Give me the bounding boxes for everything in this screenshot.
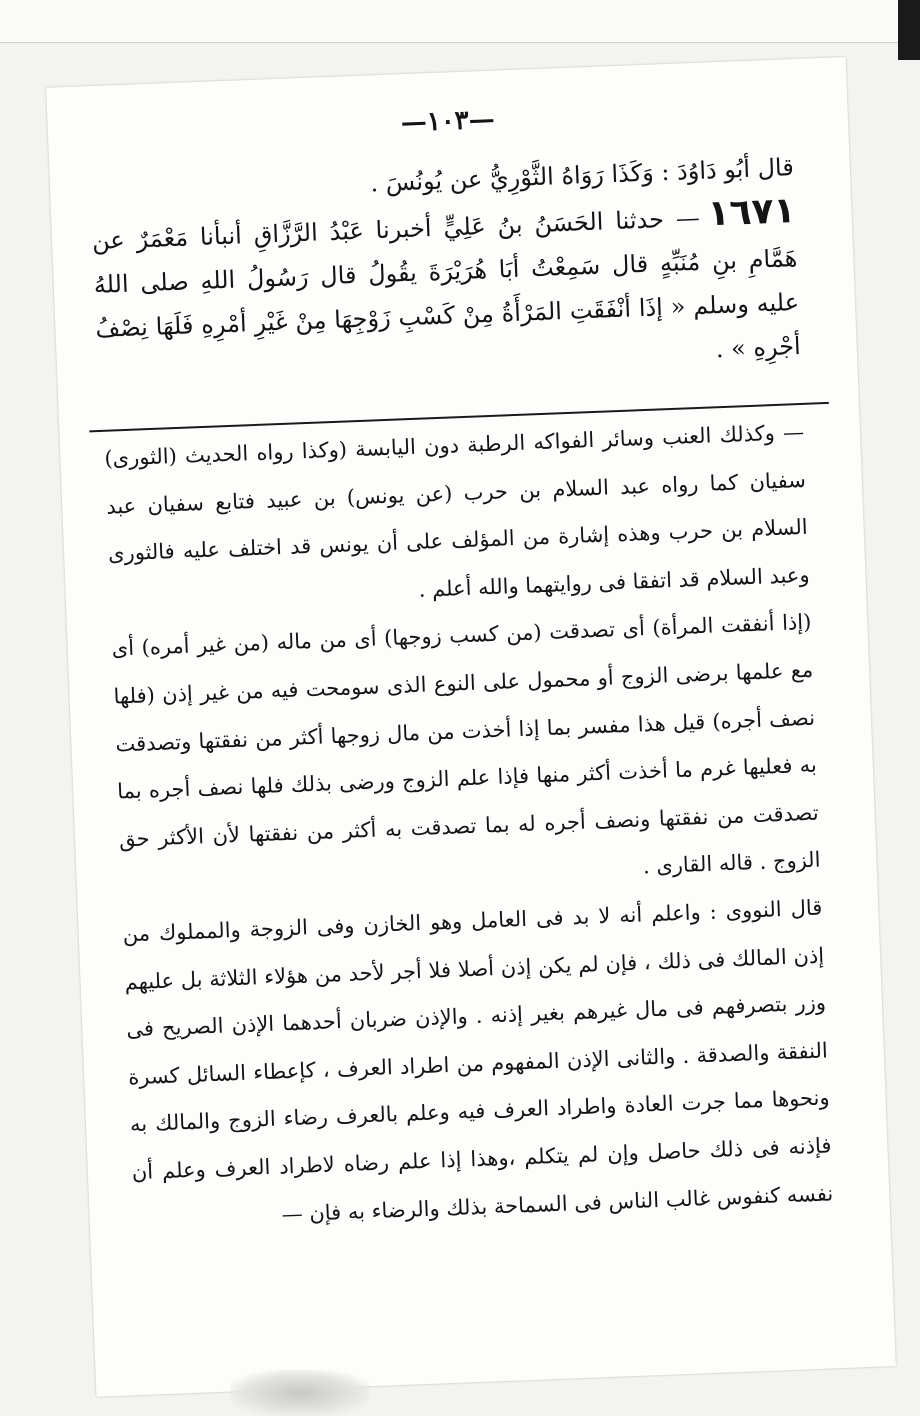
scanner-top-strip xyxy=(0,0,920,43)
page-number: —١٠٣— xyxy=(400,104,496,139)
commentary-paragraph: — وكذلك العنب وسائر الفواكه الرطبة دون اليابسة (وكذا رواه الحديث (الثورى) سفيان كما رواه عبد السلام بن حرب (عن يونس) بن عبيد فتابع سفيان عبد السلام بن حرب وهذه إشارة من المؤلف على أن يونس قد اختلف عليه فالثورى وعبد السلام قد اتفقا فى روايتهما والله أعلم . xyxy=(104,419,810,602)
commentary-section xyxy=(104,409,835,1244)
hadith-number: ١٦٧١ xyxy=(706,190,797,235)
commentary-paragraph: قال النووى : واعلم أنه لا بد فى العامل وهو الخازن وفى الزوجة والمملوك من إذن المالك فى ذلك ، فإن لم يكن إذن أصلا فلا أجر لأحد من هؤلاء الثلاثة بل عليهم وزر بتصرفهم فى مال غيرهم بغير إذنه . والإذن ضربان أحدهما الإذن الصريح فى النفقة والصدقة . والثانى الإذن المفهوم من اطراد العرف ، كإعطاء السائل كسرة ونحوها مما جرت العادة واطراد العرف فيه وعلم بالعرف رضاء الزوج والمالك به فإذنه فى ذلك حاصل وإن لم يتكلم ،وهذا إذا علم رضاه لاطراد العرف وعلم أن نفسه كنفوس غالب الناس فى السماحة بذلك والرضاء به فإن — xyxy=(122,895,834,1227)
book-page xyxy=(46,57,896,1397)
hadith-section xyxy=(89,145,801,395)
page-edge-shadow xyxy=(898,0,920,60)
hadith-text: — حدثنا الحَسَنُ بنُ عَلِيٍّ أخبرنا عَبْدُ الرَّزَّاقِ أنبأنا مَعْمَرٌ عن هَمَّامِ بنِ مُنَبِّهٍ قال سَمِعْتُ أبَا هُرَيْرَةَ يقُولُ قال رَسُولُ اللهِ صلى اللهُ عليه وسلم « إذَا أنْفَقَتِ المَرْأَةُ مِنْ كَسْبِ زَوْجِهَا مِنْ غَيْرِ أمْرِهِ فَلَهَا نِصْفُ أجْرِهِ » . xyxy=(91,203,802,364)
scan-smudge xyxy=(230,1370,370,1416)
hadith-body xyxy=(91,189,801,395)
commentary-paragraph: (إذا أنفقت المرأة) أى تصدقت (من كسب زوجها) أى من ماله (من غير أمره) أى مع علمها برضى الزوج أو محمول على النوع الذى سومحت فيه من غير إذن (فلها نصف أجره) قيل هذا مفسر بما إذا أخذت من مال زوجها أكثر من نفقتها وتصدقت به فعليها غرم ما أخذت أكثر منها فإذا علم الزوج ورضى بذلك فلها نصف أجره بما تصدقت من نفقتها ونصف أجره له بما تصدقت به أكثر من نفقتها لأن الأكثر حق الزوج . قاله القارى . xyxy=(111,610,821,879)
hadith-opening: قال أبُو دَاوُدَ : وَكَذَا رَوَاهُ الثَّوْرِيُّ عن يُونُسَ . xyxy=(369,153,795,198)
